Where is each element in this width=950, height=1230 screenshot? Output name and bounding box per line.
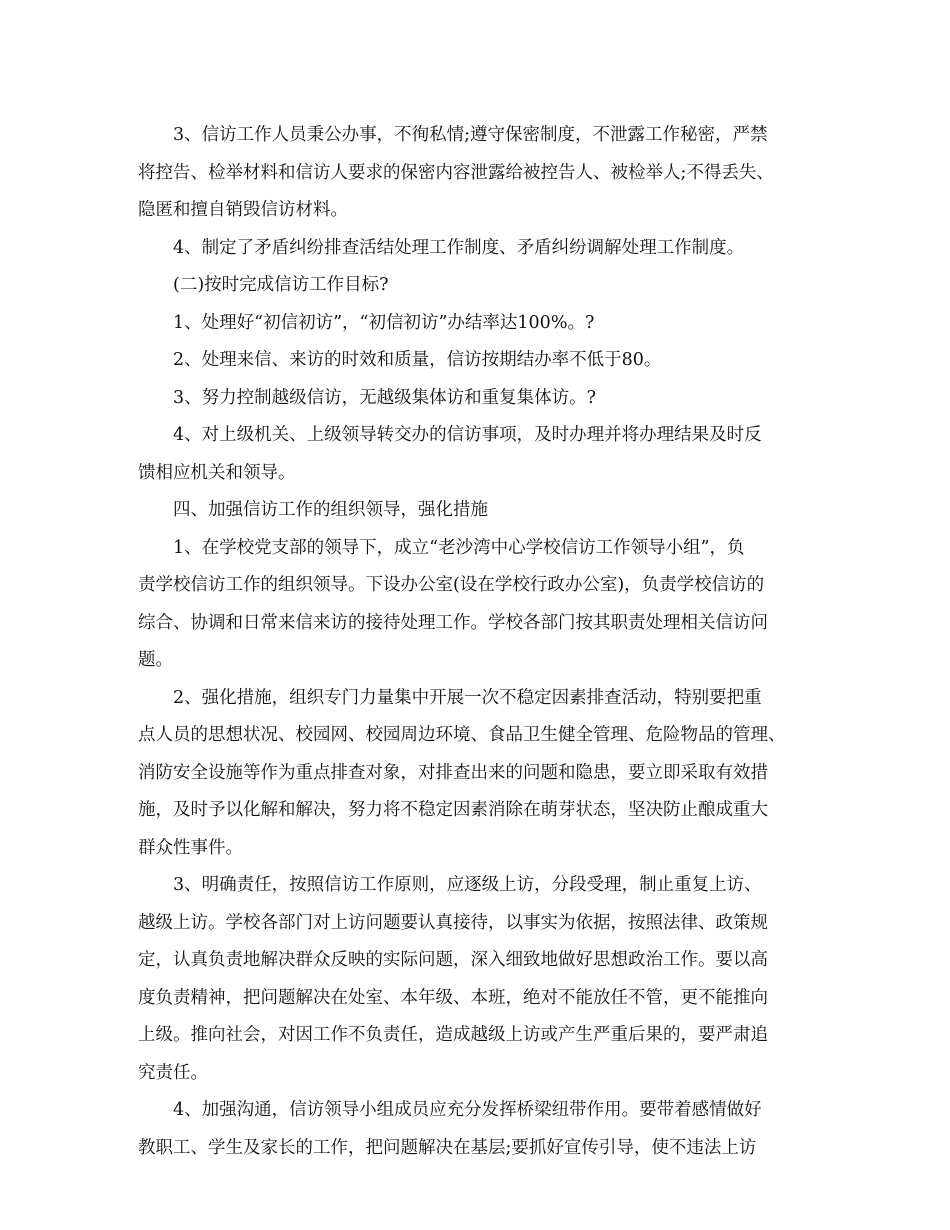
section-heading: 四、加强信访工作的组织领导，强化措施 <box>173 500 488 520</box>
text-line: 将控告、检举材料和信访人要求的保密内容泄露给被控告人、被检举人;不得丢失、 <box>138 162 774 183</box>
text-line: 2、处理来信、来访的时效和质量，信访按期结办率不低于80。 <box>173 350 662 370</box>
text-line: 点人员的思想状况、校园网、校园周边环境、食品卫生健全管理、危险物品的管理、 <box>138 725 786 745</box>
text-line: 3、努力控制越级信访，无越级集体访和重复集体访。? <box>173 387 597 408</box>
text-line: 2、强化措施，组织专门力量集中开展一次不稳定因素排查活动，特别要把重 <box>173 687 762 708</box>
text-line: 隐匿和擅自销毁信访材料。 <box>138 200 348 220</box>
text-line: 馈相应机关和领导。 <box>138 462 296 483</box>
text-line: 消防安全设施等作为重点排查对象，对排查出来的问题和隐患，要立即采取有效措 <box>138 762 768 783</box>
text-line: 上级。推向社会，对因工作不负责任，造成越级上访或产生严重后果的，要严肃追 <box>138 1025 768 1045</box>
text-line: 3、信访工作人员秉公办事，不徇私情;遵守保密制度，不泄露工作秘密，严禁 <box>173 125 768 145</box>
document-body <box>138 117 824 1167</box>
text-line: 1、在学校党支部的领导下，成立“老沙湾中心学校信访工作领导小组”，负 <box>173 537 745 558</box>
text-line: 究责任。 <box>138 1062 208 1083</box>
text-line: 施，及时予以化解和解决，努力将不稳定因素消除在萌芽状态，坚决防止酿成重大 <box>138 800 768 820</box>
text-line: 3、明确责任，按照信访工作原则，应逐级上访，分段受理，制止重复上访、 <box>173 875 762 895</box>
text-line: 教职工、学生及家长的工作，把问题解决在基层;要抓好宣传引导，使不违法上访 <box>138 1137 757 1158</box>
text-line: 综合、协调和日常来信来访的接待处理工作。学校各部门按其职责处理相关信访问 <box>138 612 768 633</box>
text-line: 4、对上级机关、上级领导转交办的信访事项，及时办理并将办理结果及时反 <box>173 425 762 445</box>
text-line: 题。 <box>138 650 173 670</box>
section-heading: (二)按时完成信访工作目标? <box>173 275 389 295</box>
text-line: 4、制定了矛盾纠纷排查活结处理工作制度、矛盾纠纷调解处理工作制度。 <box>173 237 745 258</box>
text-line: 4、加强沟通，信访领导小组成员应充分发挥桥梁纽带作用。要带着感情做好 <box>173 1100 762 1120</box>
text-line: 1、处理好“初信初访”，“初信初访”办结率达100%。? <box>173 312 595 333</box>
text-line: 群众性事件。 <box>138 837 243 858</box>
text-line: 责学校信访工作的组织领导。下设办公室(设在学校行政办公室)，负责学校信访的 <box>138 575 765 595</box>
text-line: 定，认真负责地解决群众反映的实际问题，深入细致地做好思想政治工作。要以高 <box>138 950 768 970</box>
text-line: 度负责精神，把问题解决在处室、本年级、本班，绝对不能放任不管，更不能推向 <box>138 987 768 1008</box>
text-line: 越级上访。学校各部门对上访问题要认真接待，以事实为依据，按照法律、政策规 <box>138 912 768 933</box>
